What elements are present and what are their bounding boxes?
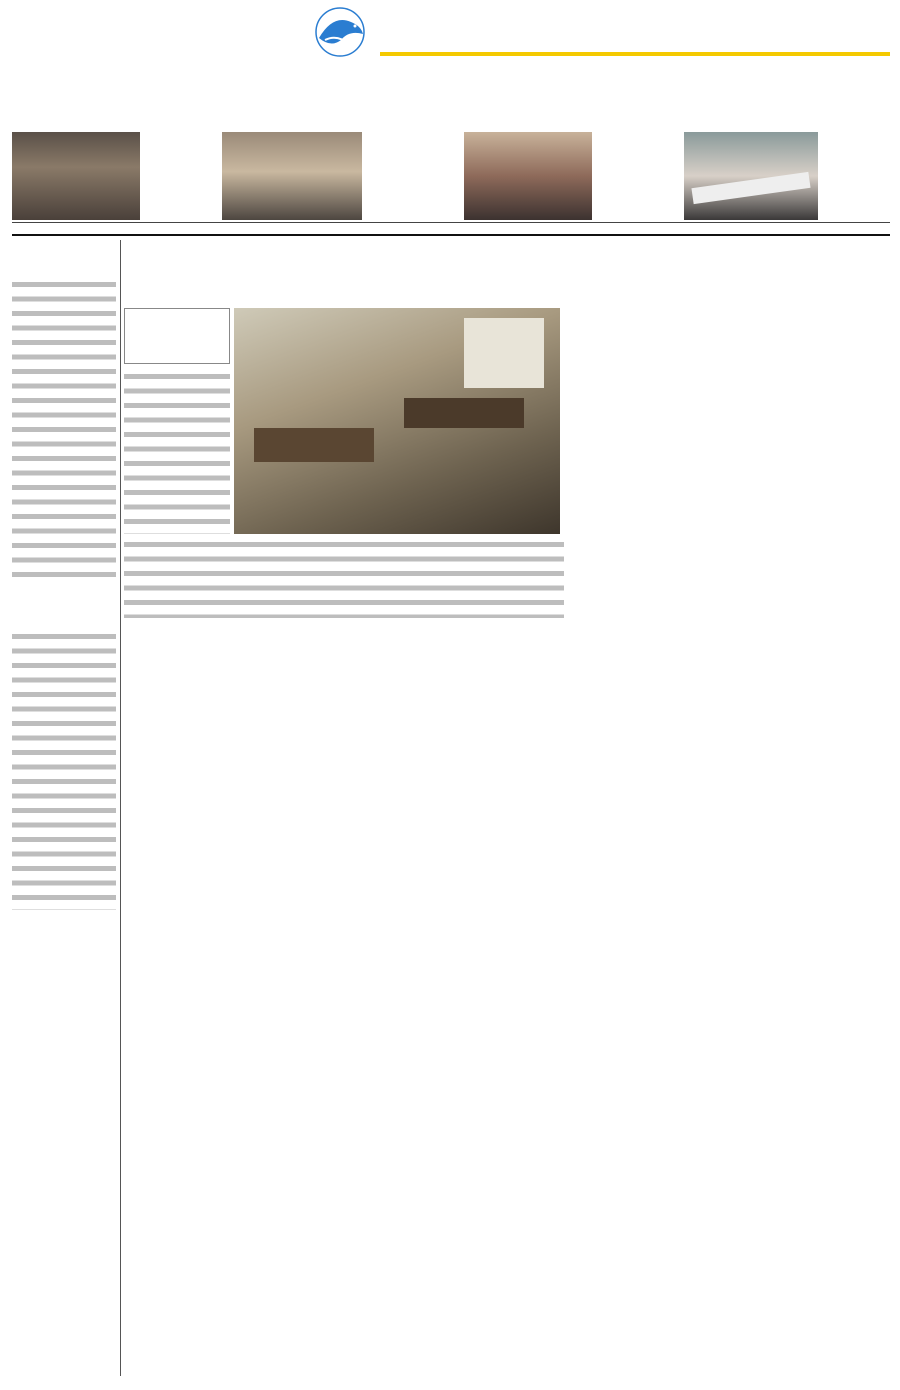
lead-body-col-1 <box>124 370 230 534</box>
photo-protest <box>684 132 818 220</box>
photo-caption-1 <box>142 132 222 220</box>
photo-meeting <box>12 132 140 220</box>
dove-logo-icon <box>305 4 375 60</box>
lead-gap <box>564 310 576 640</box>
left-body-text-2 <box>12 630 116 910</box>
photo-strip <box>12 132 890 220</box>
photo-caption-4 <box>820 132 890 220</box>
photo-ceremony <box>222 132 362 220</box>
left-column <box>12 240 116 926</box>
lead-kicker-box <box>124 308 230 364</box>
protest-banner <box>691 172 810 204</box>
photo-caption-2 <box>364 132 462 220</box>
logo-meitei-main <box>40 58 890 128</box>
lead-story <box>124 242 564 632</box>
dateline-bar <box>12 222 890 236</box>
photo-caption-3 <box>594 132 682 220</box>
window-shape <box>464 318 544 388</box>
logo-meitei-top <box>40 6 280 48</box>
lead-photo-office <box>234 308 560 534</box>
column-rule-left <box>120 240 121 1376</box>
desk-shape-2 <box>404 398 524 428</box>
logo-english <box>378 2 888 54</box>
lead-body-col-2 <box>124 538 564 618</box>
photo-visit <box>464 132 592 220</box>
masthead <box>0 0 900 130</box>
logo-rule <box>380 52 890 56</box>
left-body-text-1 <box>12 278 116 578</box>
desk-shape <box>254 428 374 462</box>
